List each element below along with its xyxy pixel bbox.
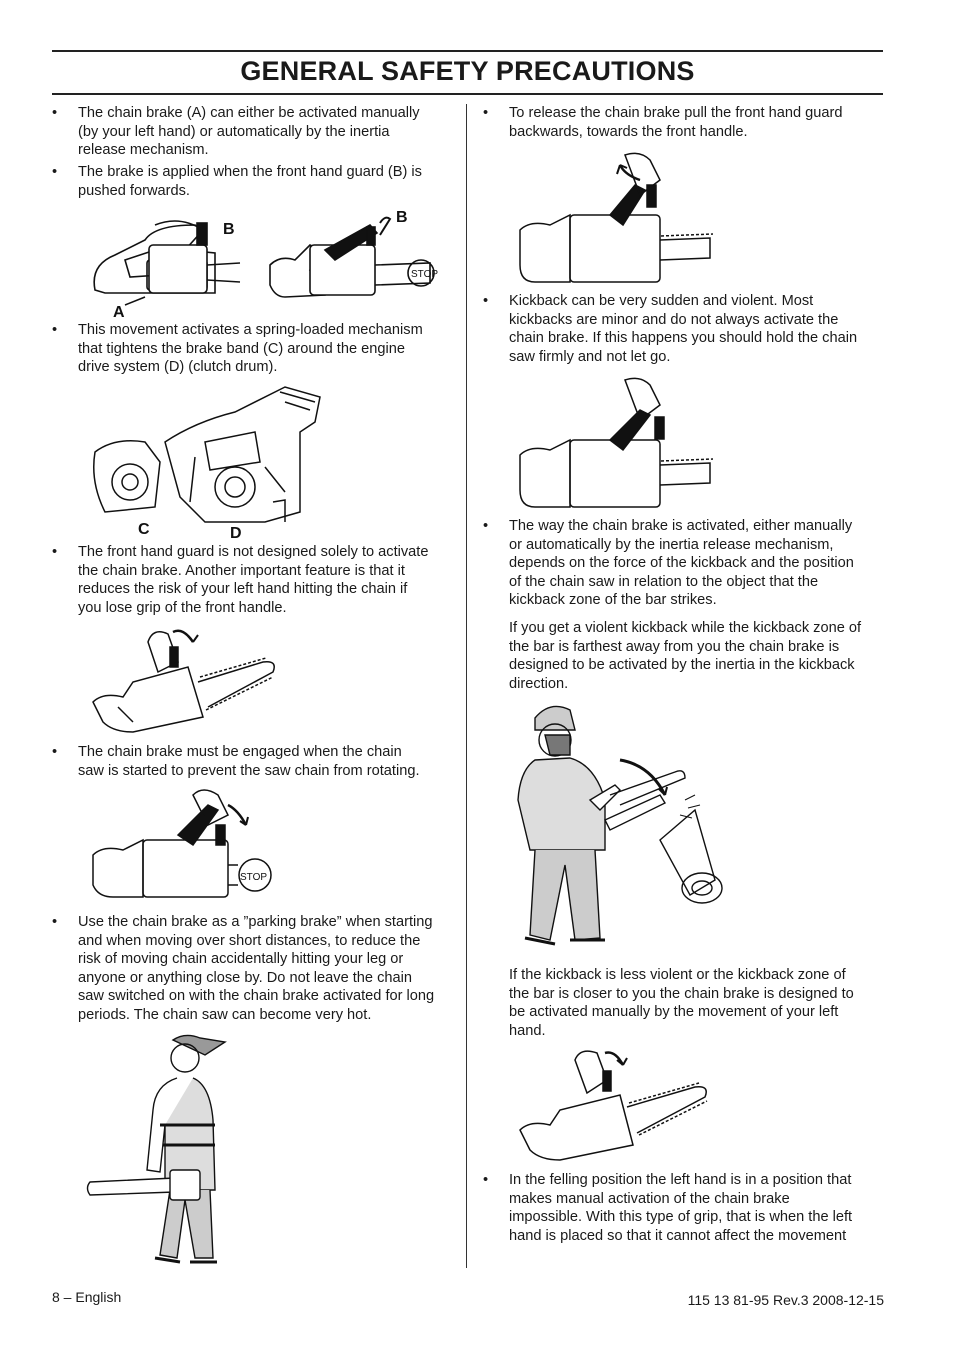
bullet-dot: • <box>52 914 58 930</box>
bullet-text: The front hand guard is not designed solely to activate the chain brake. Another important feature is that it reduces the risk of your left hand hitting the chain if you lose grip of the front handle. <box>78 544 429 616</box>
label-c: C <box>138 521 150 538</box>
footer-document-id: 115 13 81-95 Rev.3 2008-12-15 <box>687 1292 884 1308</box>
bullet-dot: • <box>52 744 58 760</box>
bullet-text: This movement activates a spring-loaded mechanism that tightens the brake band (C) around the engine drive system (D) (clutch drum). <box>78 322 423 376</box>
label-b-second: B <box>396 209 408 226</box>
bullet-text: Use the chain brake as a ”parking brake” when starting and when moving over short distances, to reduce the risk of moving chain accidentally hitting your leg or anyone or anything close by. Do not leave the chain saw switched on with the chain brake activated for long periods. The chain saw can become very hot. <box>78 914 435 1023</box>
figure-kickback-inertia <box>510 700 735 962</box>
paragraph-less-violent-kickback: If the kickback is less violent or the kickback zone of the bar is closer to you the chain brake is designed to be activated manually by the movement of your left hand. <box>509 967 854 1039</box>
bullet-dot: • <box>483 293 489 309</box>
bullet-text: The brake is applied when the front hand guard (B) is pushed forwards. <box>78 164 422 199</box>
bullet-dot: • <box>52 322 58 338</box>
stop-sign-text: STOP <box>240 872 268 883</box>
stop-sign-text: STOP <box>411 269 439 280</box>
bullet-text: Kickback can be very sudden and violent. Most kickbacks are minor and do not always activate the chain brake. If this happens you should hold the chain saw firmly and not let go. <box>509 293 858 365</box>
bullet-dot: • <box>483 105 489 121</box>
figure-brake-engaged-stop <box>88 785 288 907</box>
figure-firm-grip <box>515 375 715 515</box>
bullet-dot: • <box>483 1172 489 1188</box>
figure-brake-band-clutch-drum <box>85 382 345 542</box>
figure-hand-guard-a-b <box>85 205 455 320</box>
figure-hand-guard-push <box>88 622 288 740</box>
label-a: A <box>113 304 125 320</box>
page-title: GENERAL SAFETY PRECAUTIONS <box>240 56 695 86</box>
label-b: B <box>223 221 235 238</box>
bullet-text: The chain brake must be engaged when the chain saw is started to prevent the saw chain from rotating. <box>78 744 420 779</box>
bullet-dot: • <box>52 105 58 121</box>
bullet-text: In the felling position the left hand is in a position that makes manual activation of the chain brake impossible. With this type of grip, that is when the left hand is placed so that it cannot affect the movement <box>509 1172 853 1244</box>
bullet-dot: • <box>52 544 58 560</box>
paragraph-violent-kickback: If you get a violent kickback while the kickback zone of the bar is farthest away from you the chain brake is designed to be activated by the inertia in the kickback direction. <box>509 620 862 692</box>
bullet-text: The chain brake (A) can either be activated manually (by your left hand) or automatically by the inertia release mechanism. <box>78 105 420 159</box>
bullet-text: The way the chain brake is activated, either manually or automatically by the inertia release mechanism, depends on the force of the kickback and the position of the chain saw in relation to the object that the kickback zone of the bar strikes. <box>509 518 854 609</box>
figure-release-hand-guard <box>515 150 715 290</box>
header-bottom-rule <box>52 93 883 95</box>
bullet-dot: • <box>483 518 489 534</box>
figure-manual-activation <box>515 1045 715 1170</box>
label-d: D <box>230 525 242 542</box>
figure-person-carrying-saw <box>85 1030 235 1270</box>
bullet-text: To release the chain brake pull the front hand guard backwards, towards the front handle. <box>509 105 843 140</box>
footer-page-number: 8 – English <box>52 1289 122 1305</box>
column-divider <box>466 104 467 1268</box>
bullet-dot: • <box>52 164 58 180</box>
header-top-rule <box>52 50 883 52</box>
